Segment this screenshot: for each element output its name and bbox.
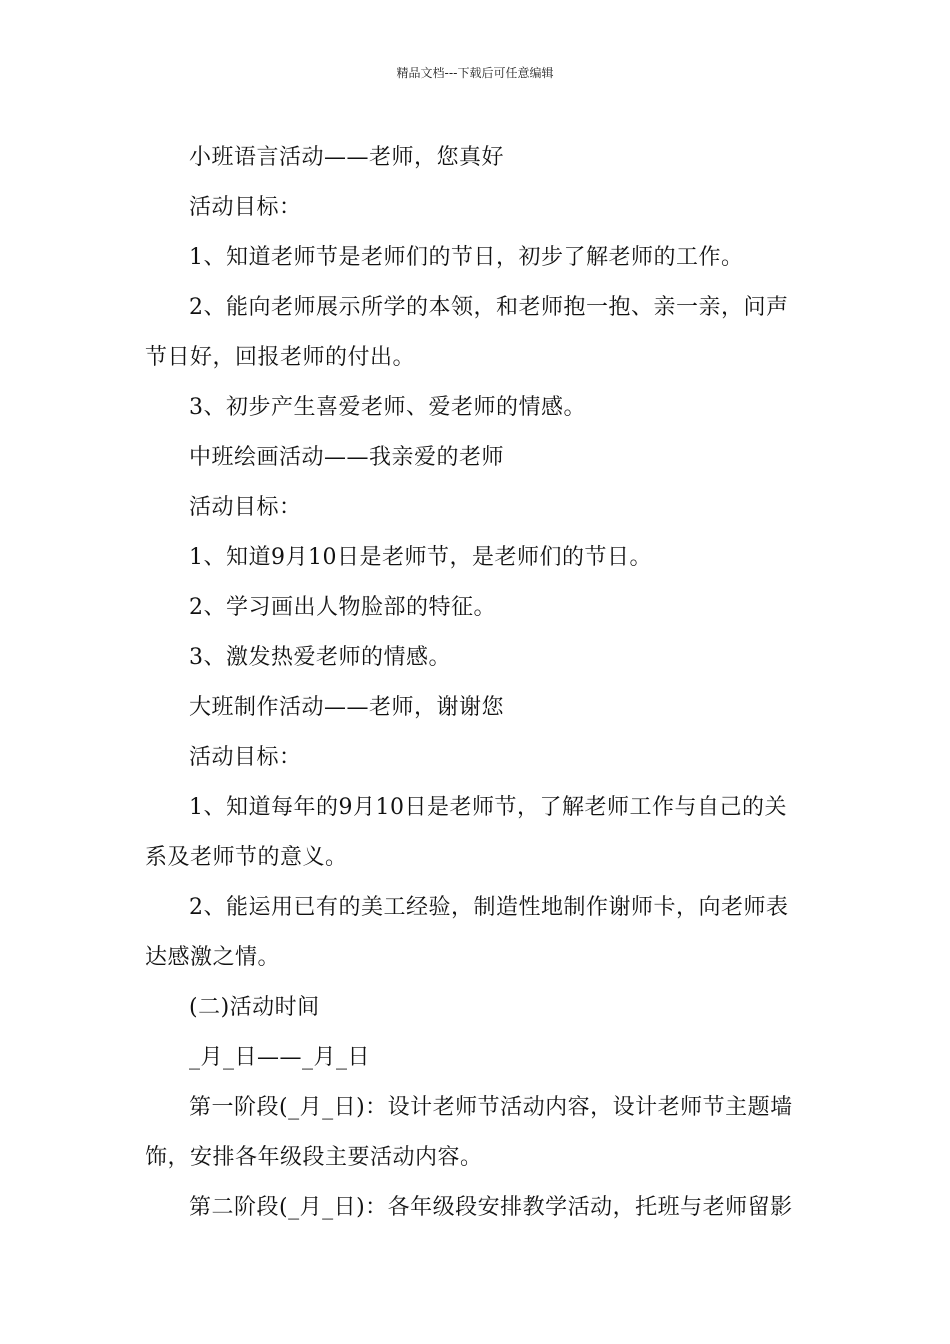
section-title-middle-class: 中班绘画活动——我亲爱的老师 (189, 445, 505, 470)
phase-item: 第二阶段(_月_日)：各年级段安排教学活动，托班与老师留影 (189, 1195, 793, 1220)
goal-item: 1、知道老师节是老师们的节日，初步了解老师的工作。 (189, 245, 744, 270)
phase-item: 第一阶段(_月_日)：设计老师节活动内容，设计老师节主题墙饰，安排各年级段主要活动内容。 (145, 1095, 793, 1170)
goal-item: 2、学习画出人物脸部的特征。 (189, 595, 496, 620)
document-body (145, 133, 807, 1233)
goal-item: 2、能运用已有的美工经验，制造性地制作谢师卡，向老师表达感激之情。 (145, 895, 789, 970)
goals-heading: 活动目标： (189, 495, 302, 520)
goal-item: 1、知道9月10日是老师节，是老师们的节日。 (189, 545, 652, 570)
goal-item: 3、初步产生喜爱老师、爱老师的情感。 (189, 395, 586, 420)
goal-item: 2、能向老师展示所学的本领，和老师抱一抱、亲一亲，问声节日好，回报老师的付出。 (145, 295, 789, 370)
section-title-small-class: 小班语言活动——老师，您真好 (189, 145, 505, 170)
section-heading-activity-time: (二)活动时间 (189, 995, 320, 1020)
goal-item: 1、知道每年的9月10日是老师节，了解老师工作与自己的关系及老师节的意义。 (145, 795, 787, 870)
page-header: 精品文档---下载后可任意编辑 (396, 66, 554, 80)
goals-heading: 活动目标： (189, 195, 302, 220)
goals-heading: 活动目标： (189, 745, 302, 770)
goal-item: 3、激发热爱老师的情感。 (189, 645, 451, 670)
date-range: _月_日——_月_日 (189, 1045, 371, 1070)
section-title-large-class: 大班制作活动——老师，谢谢您 (189, 695, 505, 720)
